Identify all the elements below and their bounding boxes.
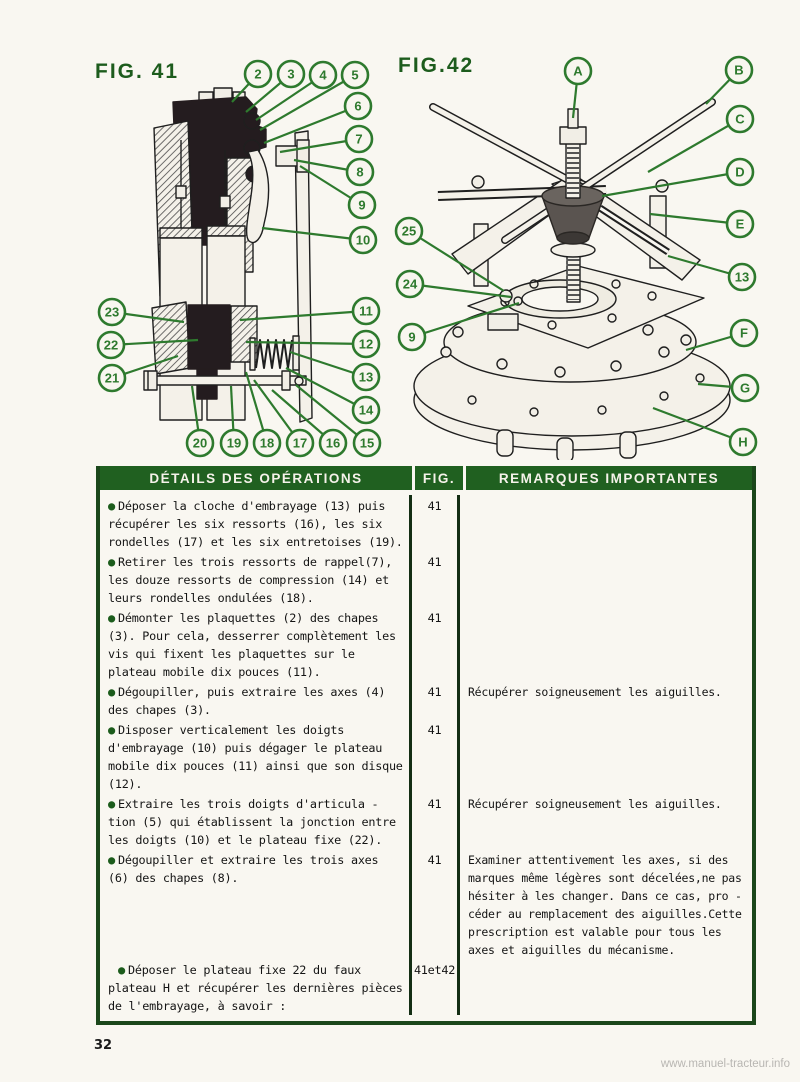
column-header-remarks: REMARQUES IMPORTANTES [466,466,752,490]
fig41-drawing [144,88,312,422]
table-body [100,495,752,1015]
column-header-operations: DÉTAILS DES OPÉRATIONS [100,466,412,490]
fig41-callout-17 [287,430,313,456]
fig42-callout-G [732,375,758,401]
table-row [100,959,752,1015]
fig-ref-cell: 41 [412,849,460,959]
fig41-callout-16 [320,430,346,456]
bullet-icon: ● [108,685,115,699]
callout-label: 22 [103,337,119,353]
bullet-icon: ● [118,963,125,977]
callout-label: D [735,164,745,180]
fig42-callout-B [726,57,752,83]
callout-label: 11 [359,303,373,319]
operation-cell [100,959,412,1015]
callout-label: 10 [355,232,371,248]
bullet-icon: ● [108,723,115,737]
fig41-callout-13 [353,364,379,390]
remark-cell [460,551,752,607]
fig-ref-cell: 41 [412,719,460,793]
callout-label: 16 [325,435,341,451]
fig41-label: FIG. 41 [95,60,180,83]
callout-label: 14 [358,402,374,418]
callout-label: 18 [259,435,275,451]
fig41-callout-21 [99,365,125,391]
fig42-callout-C [727,106,753,132]
fig-ref-cell: 41et42 [412,959,460,1015]
operation-text: Retirer les trois ressorts de rappel(7), les douze ressorts de compression (14) et leurs rondelles ondulées (18). [108,555,393,605]
fig42-callout-25 [396,218,422,244]
callout-label: E [735,216,745,232]
fig41-callout-11 [353,298,379,324]
remark-cell [460,495,752,551]
fig42-callout-E [727,211,753,237]
callout-label: A [573,63,583,79]
fig42-callout-A [565,58,591,84]
callout-label: 9 [358,197,366,213]
callout-label: 15 [359,435,375,451]
operation-cell [100,607,412,681]
table-row [100,849,752,959]
fig41-callout-19 [221,430,247,456]
callout-label: 9 [408,329,416,345]
fig41-callout-20 [187,430,213,456]
fig41-callout-10 [350,227,376,253]
fig41-callout-6 [345,93,371,119]
fig41-callout-23 [99,299,125,325]
table-header-row [100,466,752,490]
fig41-callout-12 [353,331,379,357]
callout-label: C [735,111,745,127]
operation-text: Extraire les trois doigts d'articula - tion (5) qui établissent la jonction entre les doigts (10) et le plateau fixe (22). [108,797,396,847]
table-row [100,793,752,849]
table-row [100,719,752,793]
operation-text: Disposer verticalement les doigts d'embrayage (10) puis dégager le plateau mobile dix pouces (11) ainsi que son disque (12). [108,723,403,791]
fig42-callout-13 [729,264,755,290]
remark-cell [460,959,752,1015]
fig-ref-cell: 41 [412,551,460,607]
bullet-icon: ● [108,853,115,867]
bullet-icon: ● [108,499,115,513]
callout-label: 7 [355,131,363,147]
remark-cell: Récupérer soigneusement les aiguilles. [468,685,722,699]
remark-cell: Récupérer soigneusement les aiguilles. [468,797,722,811]
callout-label: 12 [358,336,374,352]
callout-label: B [734,62,744,78]
fig-ref-cell: 41 [412,681,460,719]
callout-label: 19 [226,435,242,451]
column-header-fig: FIG. [415,466,463,490]
fig-ref-cell: 41 [412,495,460,551]
fig42-callout-H [730,429,756,455]
callout-label: 21 [104,370,120,386]
operation-cell [100,681,412,719]
callout-label: 3 [287,66,295,82]
fig41-callout-2 [245,61,271,87]
watermark: www.manuel-tracteur.info [660,1058,790,1070]
operation-cell [100,495,412,551]
fig-ref-cell: 41 [412,793,460,849]
callout-label: 20 [192,435,208,451]
operation-text: Déposer le plateau fixe 22 du faux plateau H et récupérer les dernières pièces de l'embrayage, à savoir : [108,963,403,1013]
callout-label: 13 [358,369,374,385]
callout-label: 2 [254,66,262,82]
fig42-callout-D [727,159,753,185]
remark-cell [460,607,752,681]
fig41-callout-4 [310,62,336,88]
fig41-callout-9 [349,192,375,218]
fig42-label: FIG.42 [398,54,475,77]
callout-label: 25 [401,223,417,239]
operation-text: Dégoupiller, puis extraire les axes (4) des chapes (3). [108,685,386,717]
callout-label: 23 [104,304,120,320]
fig42-callout-24 [397,271,423,297]
remark-cell: Examiner attentivement les axes, si des marques même légères sont décelées,ne pas hésiter à les changer. Dans ce cas, pro - céder au remplacement des aiguilles.Cette prescription est valable pour tous les axes et aiguilles du mécanisme. [468,853,742,957]
bullet-icon: ● [108,555,115,569]
operations-table [96,466,756,1025]
callout-label: 4 [319,67,327,83]
fig41-callout-18 [254,430,280,456]
fig41-callout-14 [353,397,379,423]
bullet-icon: ● [108,611,115,625]
operation-cell [100,551,412,607]
fig42-callout-F [731,320,757,346]
fig41-callout-7 [346,126,372,152]
operation-cell [100,719,412,793]
callout-label: 8 [356,164,364,180]
figures-illustration [0,0,800,460]
fig41-callout-15 [354,430,380,456]
callout-label: G [739,380,751,396]
fig-ref-cell: 41 [412,607,460,681]
fig42-drawing [414,102,730,460]
fig41-callout-5 [342,62,368,88]
callout-label: 24 [402,276,418,292]
table-row [100,607,752,681]
callout-label: F [740,325,748,341]
page-number: 32 [94,1038,113,1053]
operation-text: Dégoupiller et extraire les trois axes (6) des chapes (8). [108,853,379,885]
callout-label: 17 [292,435,308,451]
fig41-callout-3 [278,61,304,87]
table-row [100,681,752,719]
operation-cell [100,849,412,959]
table-row [100,551,752,607]
callout-label: 13 [734,269,750,285]
callout-label: 6 [354,98,362,114]
callout-label: 5 [351,67,359,83]
fig42-callout-9 [399,324,425,350]
operation-text: Démonter les plaquettes (2) des chapes (3). Pour cela, desserrer complètement les vis qui fixent les plaquettes sur le plateau mobile dix pouces (11). [108,611,396,679]
table-row [100,495,752,551]
bullet-icon: ● [108,797,115,811]
remark-cell [460,719,752,793]
operation-cell [100,793,412,849]
operation-text: Déposer la cloche d'embrayage (13) puis récupérer les six ressorts (16), les six rondelles (17) et les six entretoises (19). [108,499,403,549]
fig41-callout-22 [98,332,124,358]
fig41-callout-8 [347,159,373,185]
callout-label: H [738,434,748,450]
